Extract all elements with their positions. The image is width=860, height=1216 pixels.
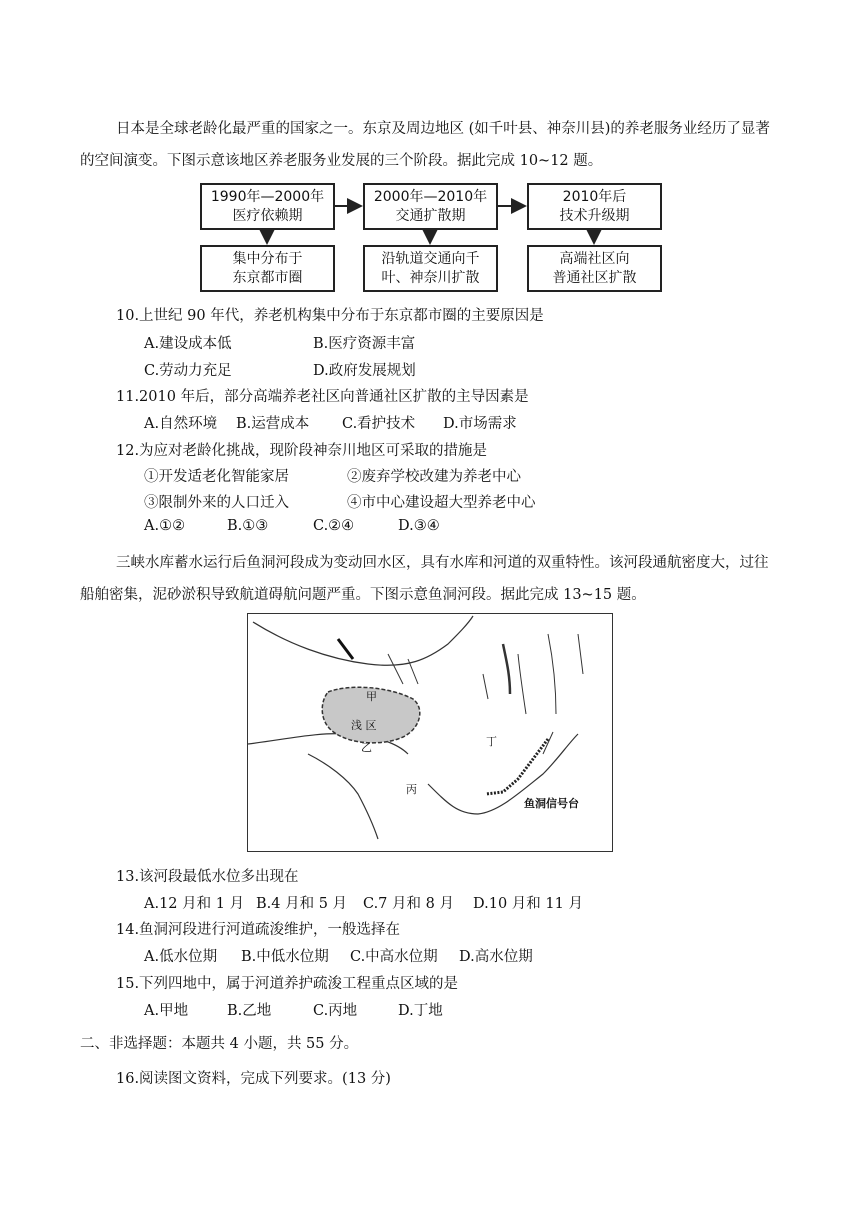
q10-option-d: D.政府发展规划 (313, 363, 416, 379)
result-1-line-1: 集中分布于 (232, 250, 303, 267)
q10-option-a: A.建设成本低 (144, 336, 232, 352)
q15-option-d: D.丁地 (398, 1003, 443, 1019)
map-label-jia: 甲 (366, 690, 377, 703)
result-2-line-1: 沿轨道交通向千 (381, 250, 480, 267)
q13-option-a: A.12 月和 1 月 (144, 896, 245, 912)
q12-option-d: D.③④ (398, 518, 440, 534)
q11-option-b: B.运营成本 (236, 416, 310, 432)
q10-stem: 10.上世纪 90 年代，养老机构集中分布于东京都市圈的主要原因是 (116, 308, 544, 324)
q13-option-d: D.10 月和 11 月 (473, 896, 583, 912)
map-label-bing: 丙 (406, 783, 417, 796)
q10-option-c: C.劳动力充足 (144, 363, 232, 379)
stage-2-period: 2000年—2010年 (373, 188, 488, 205)
q15-option-a: A.甲地 (144, 1003, 189, 1019)
q12-option-b: B.①③ (227, 518, 269, 534)
flow-arrows (0, 0, 860, 320)
stage-2-name: 交通扩散期 (395, 207, 466, 224)
q12-statement-3: ③限制外来的人口迁入 (144, 495, 289, 511)
map-label-station: 鱼洞信号台 (524, 797, 579, 810)
result-3-line-1: 高端社区向 (559, 250, 630, 267)
map-label-shoal: 浅 区 (351, 719, 377, 732)
section-2-heading: 二、非选择题：本题共 4 小题，共 55 分。 (80, 1036, 359, 1052)
q13-option-c: C.7 月和 8 月 (363, 896, 454, 912)
q12-statement-1: ①开发适老化智能家居 (144, 469, 289, 485)
map-label-yi: 乙 (361, 741, 372, 754)
river-map-drawing (248, 614, 611, 850)
river-map (247, 613, 613, 852)
result-3-line-2: 普通社区扩散 (552, 269, 637, 286)
q14-option-b: B.中低水位期 (241, 949, 329, 965)
q14-option-c: C.中高水位期 (350, 949, 438, 965)
stage-1-name: 医疗依赖期 (232, 207, 303, 224)
q10-option-b: B.医疗资源丰富 (313, 336, 416, 352)
q11-option-a: A.自然环境 (144, 416, 218, 432)
q15-option-c: C.丙地 (313, 1003, 358, 1019)
q13-option-b: B.4 月和 5 月 (256, 896, 348, 912)
q15-stem: 15.下列四地中，属于河道养护疏浚工程重点区域的是 (116, 976, 459, 992)
q15-option-b: B.乙地 (227, 1003, 272, 1019)
q11-option-d: D.市场需求 (443, 416, 517, 432)
q12-stem: 12.为应对老龄化挑战，现阶段神奈川地区可采取的措施是 (116, 443, 488, 459)
q11-option-c: C.看护技术 (342, 416, 416, 432)
stage-1-period: 1990年—2000年 (210, 188, 325, 205)
result-1-line-2: 东京都市圈 (232, 269, 303, 286)
q12-option-c: C.②④ (313, 518, 355, 534)
q12-statement-4: ④市中心建设超大型养老中心 (347, 495, 536, 511)
q14-option-d: D.高水位期 (459, 949, 533, 965)
map-label-ding: 丁 (486, 735, 497, 748)
q11-stem: 11.2010 年后，部分高端养老社区向普通社区扩散的主导因素是 (116, 389, 529, 405)
q14-stem: 14.鱼洞河段进行河道疏浚维护，一般选择在 (116, 922, 401, 938)
stage-3-name: 技术升级期 (559, 207, 630, 224)
q13-stem: 13.该河段最低水位多出现在 (116, 869, 299, 885)
q12-option-a: A.①② (144, 518, 186, 534)
q14-option-a: A.低水位期 (144, 949, 218, 965)
intro-paragraph-2: 三峡水库蓄水运行后鱼洞河段成为变动回水区，具有水库和河道的双重特性。该河段通航密度大，过往船舶密集，泥砂淤积导致航道碍航问题严重。下图示意鱼洞河段。据此完成 13~15 题。 (80, 555, 769, 603)
result-2-line-2: 叶、神奈川扩散 (381, 269, 480, 286)
q12-statement-2: ②废弃学校改建为养老中心 (347, 469, 521, 485)
intro-paragraph-1: 日本是全球老龄化最严重的国家之一。东京及周边地区 (如千叶县、神奈川县)的养老服务业经历了显著的空间演变。下图示意该地区养老服务业发展的三个阶段。据此完成 10~12 题。 (80, 121, 770, 169)
stage-3-period: 2010年后 (562, 188, 627, 205)
q16-stem: 16.阅读图文资料，完成下列要求。(13 分) (116, 1071, 391, 1087)
